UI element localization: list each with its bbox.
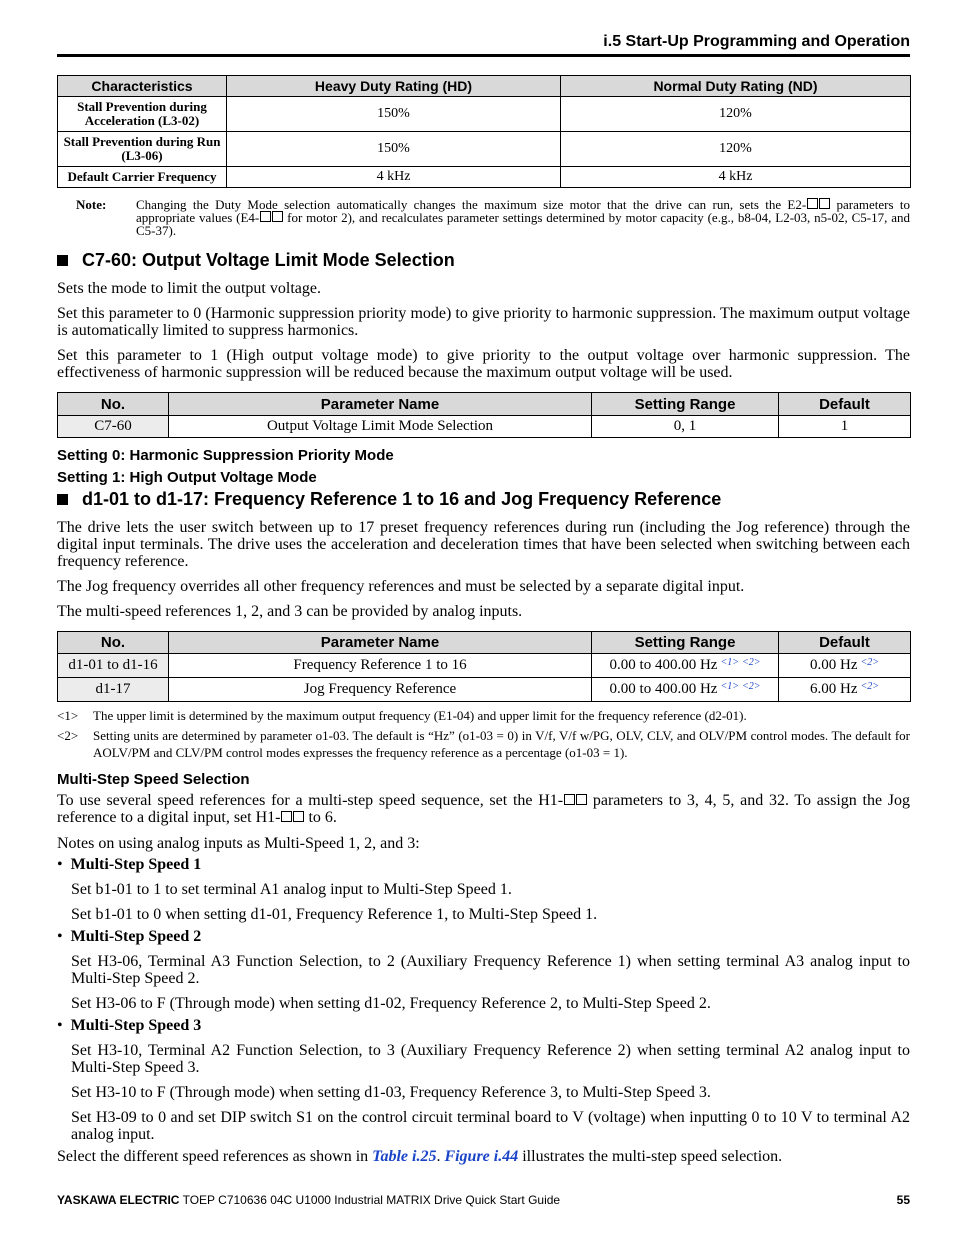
- footnote-ref[interactable]: <2>: [741, 657, 761, 668]
- paragraph: Set H3-09 to 0 and set DIP switch S1 on the control circuit terminal board to V (voltage) when inputting 0 to 10 V to terminal A2 analog input.: [71, 1109, 910, 1143]
- row-characteristic: Stall Prevention during Acceleration (L3-02): [58, 97, 227, 132]
- footnote-ref[interactable]: <1>: [720, 657, 739, 668]
- col-header: Default: [779, 393, 911, 416]
- page-header-title: i.5 Start-Up Programming and Operation: [603, 33, 910, 50]
- paragraph: The Jog frequency overrides all other frequency references and must be selected by a separate digital input.: [57, 578, 745, 595]
- row-characteristic: Stall Prevention during Run (L3-06): [58, 132, 227, 167]
- col-header: Setting Range: [592, 393, 779, 416]
- paragraph: Set H3-10, Terminal A2 Function Selection, to 3 (Auxiliary Frequency Reference 2) when setting terminal A2 analog input to Multi-Step Speed 3.: [71, 1042, 910, 1076]
- footnote-1: <1> The upper limit is determined by the maximum output frequency (E1-04) and upper limit for the frequency reference (d2-01).: [57, 708, 747, 723]
- placeholder-box-icon: [260, 211, 271, 222]
- hd-value: 4 kHz: [227, 167, 561, 188]
- param-name: Output Voltage Limit Mode Selection: [169, 416, 592, 438]
- section-heading: d1-01 to d1-17: Frequency Reference 1 to 16 and Jog Frequency Reference: [57, 489, 721, 510]
- col-header: No.: [58, 632, 169, 654]
- col-header: Normal Duty Rating (ND): [561, 76, 911, 97]
- param-no: d1-01 to d1-16: [58, 654, 169, 678]
- table-row: [58, 167, 911, 188]
- nd-value: 120%: [561, 132, 911, 167]
- setting-heading: Setting 0: Harmonic Suppression Priority Mode: [57, 447, 394, 464]
- param-no: d1-17: [58, 678, 169, 702]
- duty-rating-table: [57, 75, 911, 188]
- figure-link[interactable]: Figure i.44: [444, 1148, 519, 1165]
- paragraph: Set H3-06 to F (Through mode) when setting d1-02, Frequency Reference 2, to Multi-Step Speed 2.: [71, 995, 711, 1012]
- footnote-ref[interactable]: <2>: [860, 681, 879, 692]
- paragraph: Set b1-01 to 0 when setting d1-01, Frequency Reference 1, to Multi-Step Speed 1.: [71, 906, 598, 923]
- setting-heading: Setting 1: High Output Voltage Mode: [57, 469, 317, 486]
- table-row: [58, 97, 911, 132]
- subsection-heading: Multi-Step Speed Selection: [57, 771, 250, 788]
- nd-value: 120%: [561, 97, 911, 132]
- placeholder-box-icon: [272, 211, 283, 222]
- note-text: Changing the Duty Mode selection automatically changes the maximum size motor that the drive can run, sets the E2- parameters to appropriate values (E4- for motor 2), and recalculates parameter settings determined by motor capacity (e.g., b8-04, L2-03, n5-02, C5-17, and C5-37).: [136, 197, 910, 238]
- footnote-ref[interactable]: <2>: [860, 657, 879, 668]
- param-range: 0.00 to 400.00 Hz $^{<1>}$ $^{<2>}$: [592, 678, 779, 702]
- row-characteristic: Default Carrier Frequency: [58, 167, 227, 188]
- c760-parameter-table: [57, 392, 911, 438]
- paragraph: Set H3-10 to F (Through mode) when setting d1-03, Frequency Reference 3, to Multi-Step Speed 3.: [71, 1084, 711, 1101]
- footer-doc: TOEP C710636 04C U1000 Industrial MATRIX Drive Quick Start Guide: [179, 1193, 561, 1207]
- col-header: Parameter Name: [169, 632, 592, 654]
- paragraph: Set this parameter to 0 (Harmonic suppression priority mode) to give priority to harmonic suppression. The maximum output voltage is automatically limited to suppress harmonics.: [57, 305, 910, 339]
- bullet-item: • Multi-Step Speed 2: [57, 928, 202, 945]
- param-name: Frequency Reference 1 to 16: [169, 654, 592, 678]
- param-no: C7-60: [58, 416, 169, 438]
- paragraph: Set H3-06, Terminal A3 Function Selection, to 2 (Auxiliary Frequency Reference 1) when setting terminal A3 analog input to Multi-Step Speed 2.: [71, 953, 910, 987]
- paragraph: To use several speed references for a multi-step speed sequence, set the H1- parameters to 3, 4, 5, and 32. To assign the Jog reference to a digital input, set H1- to 6.: [57, 792, 911, 826]
- paragraph: Select the different speed references as shown in Table i.25. Figure i.44 illustrates the multi-step speed selection.: [57, 1148, 783, 1165]
- page-footer: [57, 1193, 560, 1207]
- col-header: Setting Range: [592, 632, 779, 654]
- bullet-item: • Multi-Step Speed 1: [57, 856, 202, 873]
- param-default: 6.00 Hz $^{<2>}$: [779, 678, 911, 702]
- d1-parameter-table: [57, 631, 911, 702]
- col-header: Characteristics: [58, 76, 227, 97]
- hd-value: 150%: [227, 97, 561, 132]
- paragraph: The drive lets the user switch between up to 17 preset frequency references during run (including the Jog reference) through the digital input terminals. The drive uses the acceleration and deceleration times that have been selected when switching between each frequency reference.: [57, 519, 910, 570]
- placeholder-box-icon: [281, 811, 292, 822]
- note-label: Note:: [76, 197, 107, 212]
- table-row: [58, 678, 911, 702]
- placeholder-box-icon: [293, 811, 304, 822]
- paragraph: Sets the mode to limit the output voltage.: [57, 280, 321, 297]
- col-header: No.: [58, 393, 169, 416]
- placeholder-box-icon: [819, 198, 830, 209]
- table-row: [58, 416, 911, 438]
- col-header: Default: [779, 632, 911, 654]
- param-range: 0, 1: [592, 416, 779, 438]
- hd-value: 150%: [227, 132, 561, 167]
- placeholder-box-icon: [564, 794, 575, 805]
- col-header: Heavy Duty Rating (HD): [227, 76, 561, 97]
- param-range: 0.00 to 400.00 Hz $^{<1>}$ $^{<2>}$: [592, 654, 779, 678]
- paragraph: Set b1-01 to 1 to set terminal A1 analog input to Multi-Step Speed 1.: [71, 881, 512, 898]
- bullet-dot-icon: •: [57, 1017, 63, 1034]
- col-header: Parameter Name: [169, 393, 592, 416]
- placeholder-box-icon: [576, 794, 587, 805]
- square-bullet-icon: [57, 494, 68, 505]
- footer-brand: YASKAWA ELECTRIC: [57, 1193, 180, 1207]
- bullet-dot-icon: •: [57, 928, 63, 945]
- placeholder-box-icon: [807, 198, 818, 209]
- bullet-item: • Multi-Step Speed 3: [57, 1017, 202, 1034]
- param-name: Jog Frequency Reference: [169, 678, 592, 702]
- paragraph: Set this parameter to 1 (High output voltage mode) to give priority to the output voltage over harmonic suppression. The effectiveness of harmonic suppression will be reduced because the maximum output voltage will be used.: [57, 347, 910, 381]
- section-heading: C7-60: Output Voltage Limit Mode Selection: [57, 250, 455, 271]
- footnote-ref[interactable]: <1>: [720, 681, 739, 692]
- param-default: 0.00 Hz $^{<2>}$: [779, 654, 911, 678]
- paragraph: Notes on using analog inputs as Multi-Speed 1, 2, and 3:: [57, 835, 420, 852]
- header-rule: [57, 54, 910, 57]
- page-number: 55: [896, 1193, 910, 1207]
- table-row: [58, 132, 911, 167]
- param-default: 1: [779, 416, 911, 438]
- footnote-ref[interactable]: <2>: [741, 681, 761, 692]
- table-link[interactable]: Table i.25: [372, 1148, 437, 1165]
- bullet-dot-icon: •: [57, 856, 63, 873]
- nd-value: 4 kHz: [561, 167, 911, 188]
- square-bullet-icon: [57, 255, 68, 266]
- paragraph: The multi-speed references 1, 2, and 3 can be provided by analog inputs.: [57, 603, 523, 620]
- footnote-2: <2> Setting units are determined by parameter o1-03. The default is “Hz” (o1-03 = 0) in V/f, V/f w/PG, OLV, CLV, and OLV/PM control modes. The default for AOLV/PM and CLV/PM control modes expresses the frequency reference as a percentage (o1-03 = 1).: [57, 728, 910, 760]
- table-row: [58, 654, 911, 678]
